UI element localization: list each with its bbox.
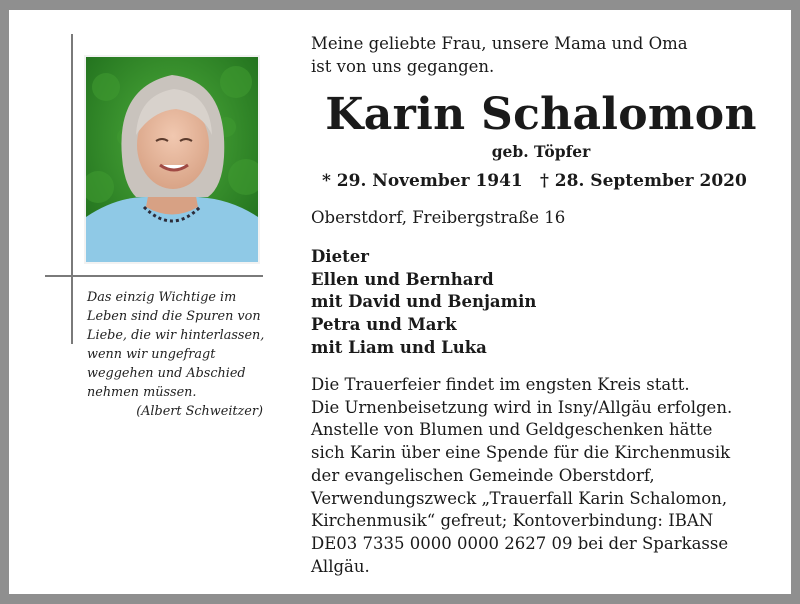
- quote-line: weggehen und Abschied: [87, 366, 246, 381]
- notice-line: sich Karin über eine Spende für die Kirchenmusik: [311, 443, 731, 463]
- notice-line: Anstelle von Blumen und Geldgeschenken hätte: [311, 420, 713, 440]
- vertical-divider: [71, 34, 73, 344]
- birth-name: geb. Töpfer: [491, 142, 591, 161]
- notice-line: der evangelischen Gemeinde Oberstdorf,: [311, 465, 655, 485]
- horizontal-divider: [45, 275, 263, 277]
- portrait-photo: [86, 57, 258, 262]
- intro-text: [311, 32, 751, 78]
- funeral-notice: [311, 374, 781, 578]
- intro-line: ist von uns gegangen.: [311, 57, 495, 76]
- mourner: Petra und Mark: [311, 315, 457, 335]
- quote-author: (Albert Schweitzer): [136, 404, 263, 419]
- notice-line: Kirchenmusik“ gefreut; Kontoverbindung: IBAN: [311, 511, 714, 531]
- notice-line: DE03 7335 0000 0000 2627 09 bei der Sparkasse: [311, 533, 729, 553]
- quote-line: wenn wir ungefragt: [87, 347, 216, 362]
- mourner: mit David und Benjamin: [311, 292, 537, 312]
- notice-line: Allgäu.: [311, 556, 370, 576]
- quote-line: Leben sind die Spuren von: [87, 309, 261, 324]
- birth-date: * 29. November 1941: [322, 171, 523, 191]
- memorial-quote: [87, 288, 265, 421]
- address: Oberstdorf, Freibergstraße 16: [311, 208, 566, 227]
- mourner: mit Liam und Luka: [311, 337, 487, 357]
- quote-line: nehmen müssen.: [87, 385, 197, 400]
- notice-line: Verwendungszweck „Trauerfall Karin Schalomon,: [311, 488, 728, 508]
- quote-line: Liebe, die wir hinterlassen,: [87, 328, 265, 343]
- deceased-name: Karin Schalomon: [325, 89, 757, 140]
- mourner: Dieter: [311, 247, 369, 266]
- obituary-card: [9, 10, 791, 594]
- death-date: † 28. September 2020: [540, 171, 747, 191]
- intro-line: Meine geliebte Frau, unsere Mama und Oma: [311, 34, 688, 53]
- life-dates: [322, 170, 762, 192]
- notice-line: Die Trauerfeier findet im engsten Kreis statt.: [311, 375, 690, 394]
- mourner: Ellen und Bernhard: [311, 269, 494, 289]
- notice-line: Die Urnenbeisetzung wird in Isny/Allgäu erfolgen.: [311, 397, 733, 417]
- mourners-list: [311, 246, 751, 360]
- quote-line: Das einzig Wichtige im: [87, 290, 237, 305]
